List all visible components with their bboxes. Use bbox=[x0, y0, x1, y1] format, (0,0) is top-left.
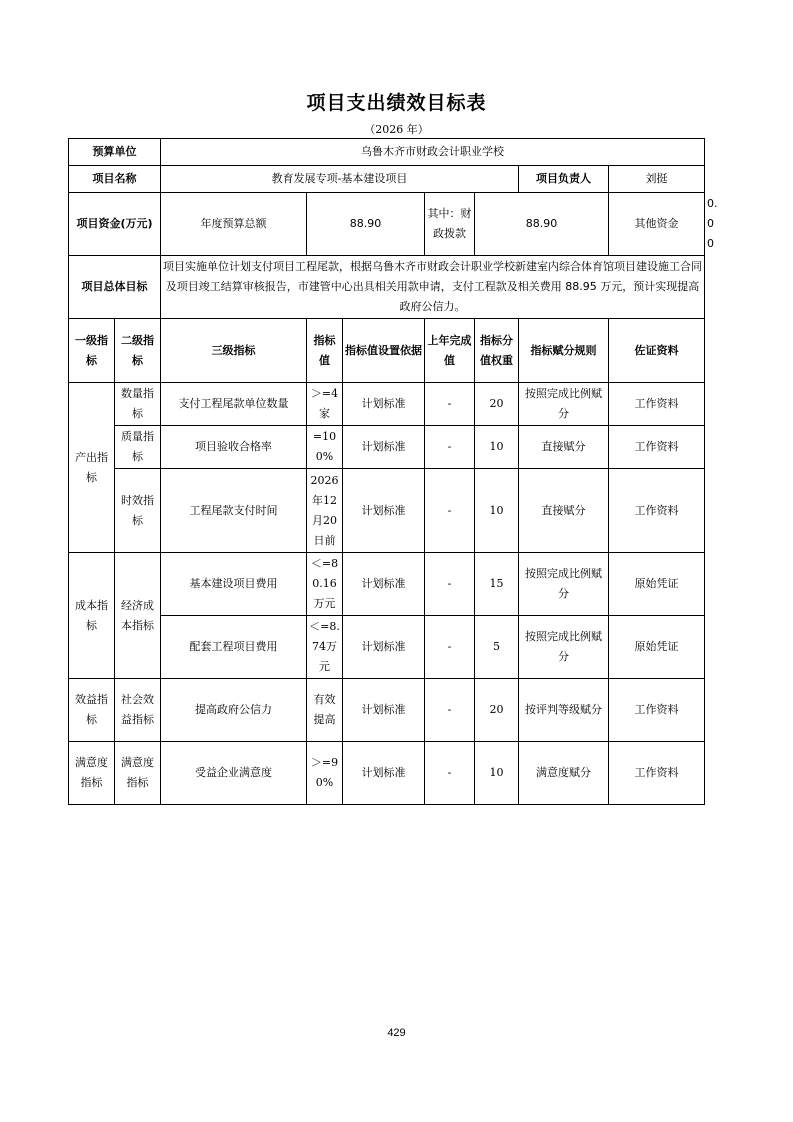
level1-output: 产出指标 bbox=[69, 383, 115, 553]
level2-timeliness: 时效指标 bbox=[115, 469, 161, 553]
rule-cell: 按照完成比例赋分 bbox=[519, 616, 609, 679]
level3-cell: 项目验收合格率 bbox=[161, 426, 307, 469]
level1-cost: 成本指标 bbox=[69, 553, 115, 679]
level1-benefit: 效益指标 bbox=[69, 679, 115, 742]
last-year-cell: - bbox=[425, 679, 475, 742]
rule-cell: 按评判等级赋分 bbox=[519, 679, 609, 742]
weight-cell: 10 bbox=[475, 742, 519, 805]
table-row bbox=[69, 679, 705, 742]
budget-unit-label: 预算单位 bbox=[69, 139, 161, 166]
last-year-cell: - bbox=[425, 383, 475, 426]
table-row bbox=[69, 426, 705, 469]
evidence-cell: 工作资料 bbox=[609, 426, 705, 469]
last-year-cell: - bbox=[425, 616, 475, 679]
table-row bbox=[69, 469, 705, 553]
budget-unit-value: 乌鲁木齐市财政会计职业学校 bbox=[161, 139, 705, 166]
project-funds-label: 项目资金(万元) bbox=[69, 193, 161, 256]
evidence-cell: 工作资料 bbox=[609, 469, 705, 553]
weight-cell: 5 bbox=[475, 616, 519, 679]
level3-cell: 基本建设项目费用 bbox=[161, 553, 307, 616]
level2-quantity: 数量指标 bbox=[115, 383, 161, 426]
evidence-cell: 工作资料 bbox=[609, 679, 705, 742]
basis-cell: 计划标准 bbox=[343, 426, 425, 469]
value-cell: ＜=80.16万元 bbox=[307, 553, 343, 616]
basis-cell: 计划标准 bbox=[343, 742, 425, 805]
last-year-cell: - bbox=[425, 469, 475, 553]
page-number: 429 bbox=[387, 1027, 406, 1039]
project-name-label: 项目名称 bbox=[69, 166, 161, 193]
overall-goal-row bbox=[69, 256, 705, 319]
project-leader-label: 项目负责人 bbox=[519, 166, 609, 193]
rule-cell: 直接赋分 bbox=[519, 469, 609, 553]
header-rule: 指标赋分规则 bbox=[519, 319, 609, 383]
year-label: （2026 年） bbox=[364, 123, 429, 136]
level3-cell: 配套工程项目费用 bbox=[161, 616, 307, 679]
overall-goal-text: 项目实施单位计划支付项目工程尾款，根据乌鲁木齐市财政会计职业学校新建室内综合体育馆项目建设施工合同及项目竣工结算审核报告，市建管中心出具相关用款申请，支付工程款及相关费用 88.95 万元，预计实现提高政府公信力。 bbox=[161, 256, 705, 319]
level3-cell: 支付工程尾款单位数量 bbox=[161, 383, 307, 426]
table-row bbox=[69, 616, 705, 679]
annual-budget-label: 年度预算总额 bbox=[161, 193, 307, 256]
table-row bbox=[69, 383, 705, 426]
level3-cell: 提高政府公信力 bbox=[161, 679, 307, 742]
value-cell: 有效提高 bbox=[307, 679, 343, 742]
indicator-header-row bbox=[69, 319, 705, 383]
header-weight: 指标分值权重 bbox=[475, 319, 519, 383]
level2-quality: 质量指标 bbox=[115, 426, 161, 469]
evidence-cell: 工作资料 bbox=[609, 383, 705, 426]
table-row bbox=[69, 742, 705, 805]
last-year-cell: - bbox=[425, 742, 475, 805]
level3-cell: 受益企业满意度 bbox=[161, 742, 307, 805]
value-cell: ＞=4家 bbox=[307, 383, 343, 426]
weight-cell: 20 bbox=[475, 679, 519, 742]
overall-goal-label: 项目总体目标 bbox=[69, 256, 161, 319]
basis-cell: 计划标准 bbox=[343, 679, 425, 742]
table-row bbox=[69, 553, 705, 616]
value-cell: 2026年12月20日前 bbox=[307, 469, 343, 553]
project-name-row bbox=[69, 166, 705, 193]
project-funds-row: 项目资金(万元) 年度预算总额 88.90 其中：财政拨款 88.90 其他资金 0.00 bbox=[69, 193, 705, 256]
last-year-cell: - bbox=[425, 553, 475, 616]
basis-cell: 计划标准 bbox=[343, 553, 425, 616]
basis-cell: 计划标准 bbox=[343, 469, 425, 553]
level2-social-benefit: 社会效益指标 bbox=[115, 679, 161, 742]
page-title: 项目支出绩效目标表 bbox=[306, 92, 487, 114]
header-value: 指标值 bbox=[307, 319, 343, 383]
project-leader-value: 刘挺 bbox=[609, 166, 705, 193]
header-evidence: 佐证资料 bbox=[609, 319, 705, 383]
weight-cell: 20 bbox=[475, 383, 519, 426]
fiscal-allocation-label: 其中：财政拨款 bbox=[425, 193, 475, 256]
evidence-cell: 工作资料 bbox=[609, 742, 705, 805]
level3-cell: 工程尾款支付时间 bbox=[161, 469, 307, 553]
basis-cell: 计划标准 bbox=[343, 616, 425, 679]
level2-satisfaction: 满意度指标 bbox=[115, 742, 161, 805]
rule-cell: 按照完成比例赋分 bbox=[519, 553, 609, 616]
value-cell: ＜=8.74万元 bbox=[307, 616, 343, 679]
header-basis: 指标值设置依据 bbox=[343, 319, 425, 383]
header-level3: 三级指标 bbox=[161, 319, 307, 383]
rule-cell: 按照完成比例赋分 bbox=[519, 383, 609, 426]
value-cell: =100% bbox=[307, 426, 343, 469]
fiscal-allocation-value: 88.90 bbox=[475, 193, 609, 256]
budget-unit-row bbox=[69, 139, 705, 166]
rule-cell: 直接赋分 bbox=[519, 426, 609, 469]
performance-goal-table bbox=[68, 138, 718, 805]
weight-cell: 15 bbox=[475, 553, 519, 616]
level1-satisfaction: 满意度指标 bbox=[69, 742, 115, 805]
rule-cell: 满意度赋分 bbox=[519, 742, 609, 805]
header-level1: 一级指标 bbox=[69, 319, 115, 383]
header-last-year: 上年完成值 bbox=[425, 319, 475, 383]
header-level2: 二级指标 bbox=[115, 319, 161, 383]
basis-cell: 计划标准 bbox=[343, 383, 425, 426]
other-funds-label: 其他资金 bbox=[609, 193, 705, 256]
last-year-cell: - bbox=[425, 426, 475, 469]
weight-cell: 10 bbox=[475, 426, 519, 469]
evidence-cell: 原始凭证 bbox=[609, 553, 705, 616]
level2-economic-cost: 经济成本指标 bbox=[115, 553, 161, 679]
weight-cell: 10 bbox=[475, 469, 519, 553]
evidence-cell: 原始凭证 bbox=[609, 616, 705, 679]
annual-budget-value: 88.90 bbox=[307, 193, 425, 256]
project-name-value: 教育发展专项-基本建设项目 bbox=[161, 166, 519, 193]
value-cell: ＞=90% bbox=[307, 742, 343, 805]
